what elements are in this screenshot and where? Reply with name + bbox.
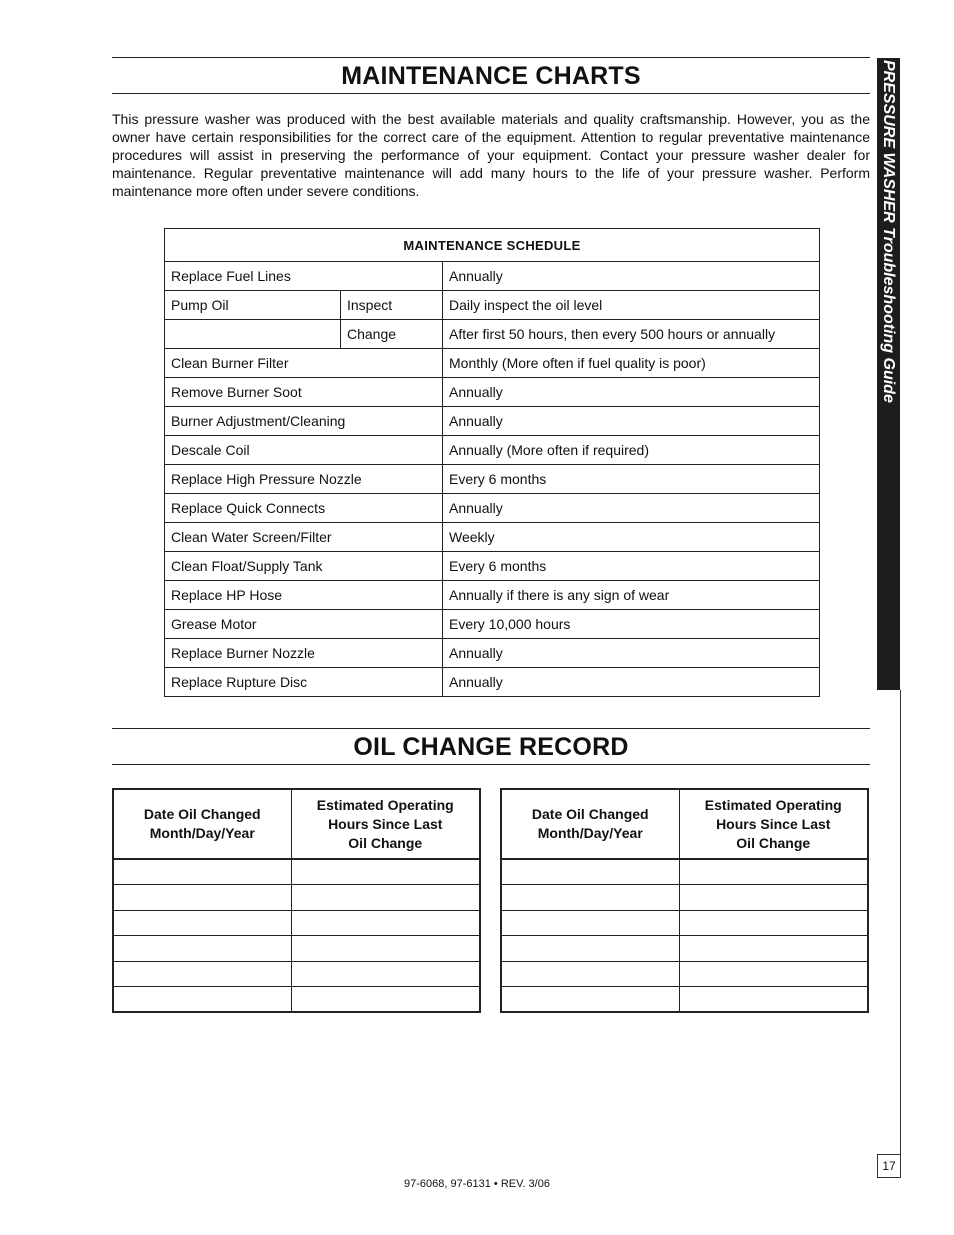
schedule-item: Burner Adjustment/Cleaning [165,407,443,436]
oil-record-body [113,859,480,1012]
sidebar-edge-line [900,690,901,1178]
oil-record-row [501,961,868,987]
date-cell[interactable] [501,910,679,936]
header-line: Estimated Operating [704,796,842,813]
hours-cell[interactable] [291,859,480,885]
date-cell[interactable] [501,961,679,987]
schedule-item: Replace Burner Nozzle [165,639,443,668]
schedule-interval: Annually [443,407,820,436]
schedule-row [165,291,820,320]
schedule-row [165,465,820,494]
date-cell[interactable] [501,936,679,962]
maintenance-schedule-table [164,228,820,697]
schedule-item [165,320,341,349]
schedule-interval: Annually if there is any sign of wear [443,581,820,610]
hours-cell[interactable] [679,859,868,885]
maintenance-title-rule [112,93,870,94]
oil-record-title: OIL CHANGE RECORD [353,733,629,761]
schedule-interval: Every 6 months [443,552,820,581]
schedule-row [165,349,820,378]
oil-record-row [501,885,868,911]
hours-cell[interactable] [291,910,480,936]
top-rule [112,57,870,58]
schedule-interval: Daily inspect the oil level [443,291,820,320]
schedule-interval: Annually [443,378,820,407]
header-line: Oil Change [736,834,811,851]
date-cell[interactable] [501,885,679,911]
header-line: Date Oil Changed [531,806,649,822]
schedule-item: Grease Motor [165,610,443,639]
schedule-row [165,639,820,668]
schedule-interval: Monthly (More often if fuel quality is poor) [443,349,820,378]
schedule-item: Remove Burner Soot [165,378,443,407]
schedule-row [165,494,820,523]
header-line: Hours Since Last [716,815,831,832]
header-line: Date Oil Changed [143,806,261,822]
oil-title-rule [112,764,870,765]
oil-record-body [501,859,868,1012]
schedule-interval: Annually [443,668,820,697]
oil-record-row [501,936,868,962]
hours-cell[interactable] [679,936,868,962]
schedule-row [165,262,820,291]
header-line: Hours Since Last [328,815,443,832]
schedule-item: Clean Water Screen/Filter [165,523,443,552]
sidebar-title: PRESSURE WASHER Troubleshooting Guide [880,60,897,403]
intro-paragraph: This pressure washer was produced with the best available materials and quality craftsmanship. However, you as the owner have certain responsibilities for the correct care of the equipment. Attention to regular preventative maintenance procedures will assist in preserving the performance of your equipment. Contact your pressure washer dealer for maintenance. Regular preventative maintenance will add many hours to the life of your pressure washer. Perform maintenance more often under severe conditions. [112,111,870,199]
schedule-interval: Annually [443,262,820,291]
operating-hours-header [291,789,480,859]
oil-record-row [501,987,868,1013]
oil-record-table-right [500,788,869,1013]
oil-record-row [501,859,868,885]
hours-cell[interactable] [291,885,480,911]
page-number: 17 [877,1154,900,1178]
date-cell[interactable] [501,987,679,1013]
footer-doc-code: 97-6068, 97-6131 • REV. 3/06 [404,1178,550,1190]
schedule-row [165,668,820,697]
schedule-row [165,378,820,407]
header-line: Estimated Operating [316,796,454,813]
date-oil-changed-header [113,789,291,859]
schedule-interval: Every 6 months [443,465,820,494]
schedule-item: Replace Rupture Disc [165,668,443,697]
schedule-subitem: Change [341,320,443,349]
header-line: Month/Day/Year [537,825,643,841]
oil-record-row [113,910,480,936]
header-line: Oil Change [348,834,423,851]
schedule-item: Replace Fuel Lines [165,262,443,291]
operating-hours-header [679,789,868,859]
hours-cell[interactable] [291,987,480,1013]
header-line: Month/Day/Year [149,825,255,841]
schedule-row [165,581,820,610]
schedule-row [165,523,820,552]
schedule-item: Clean Float/Supply Tank [165,552,443,581]
schedule-interval: Weekly [443,523,820,552]
schedule-interval: Annually (More often if required) [443,436,820,465]
date-cell[interactable] [113,987,291,1013]
hours-cell[interactable] [291,936,480,962]
schedule-interval: Annually [443,494,820,523]
hours-cell[interactable] [679,961,868,987]
oil-record-table-left [112,788,481,1013]
date-oil-changed-header [501,789,679,859]
oil-record-row [113,987,480,1013]
maintenance-title: MAINTENANCE CHARTS [341,62,641,90]
oil-record-row [113,885,480,911]
oil-top-rule [112,728,870,729]
schedule-row [165,436,820,465]
date-cell[interactable] [113,859,291,885]
hours-cell[interactable] [679,885,868,911]
hours-cell[interactable] [291,961,480,987]
schedule-item: Replace High Pressure Nozzle [165,465,443,494]
schedule-header: MAINTENANCE SCHEDULE [165,229,820,262]
schedule-subitem: Inspect [341,291,443,320]
hours-cell[interactable] [679,987,868,1013]
schedule-row [165,610,820,639]
schedule-interval: Every 10,000 hours [443,610,820,639]
schedule-item: Replace HP Hose [165,581,443,610]
date-cell[interactable] [113,961,291,987]
date-cell[interactable] [113,910,291,936]
schedule-item: Replace Quick Connects [165,494,443,523]
schedule-row [165,552,820,581]
schedule-interval: Annually [443,639,820,668]
oil-record-row [113,936,480,962]
date-cell[interactable] [501,859,679,885]
schedule-row [165,407,820,436]
schedule-row [165,320,820,349]
schedule-item: Clean Burner Filter [165,349,443,378]
oil-record-row [501,910,868,936]
oil-record-row [113,859,480,885]
date-cell[interactable] [113,885,291,911]
hours-cell[interactable] [679,910,868,936]
sidebar-tab [877,58,900,690]
schedule-interval: After first 50 hours, then every 500 hours or annually [443,320,820,349]
schedule-body [165,262,820,697]
schedule-item: Descale Coil [165,436,443,465]
schedule-item: Pump Oil [165,291,341,320]
date-cell[interactable] [113,936,291,962]
oil-record-row [113,961,480,987]
